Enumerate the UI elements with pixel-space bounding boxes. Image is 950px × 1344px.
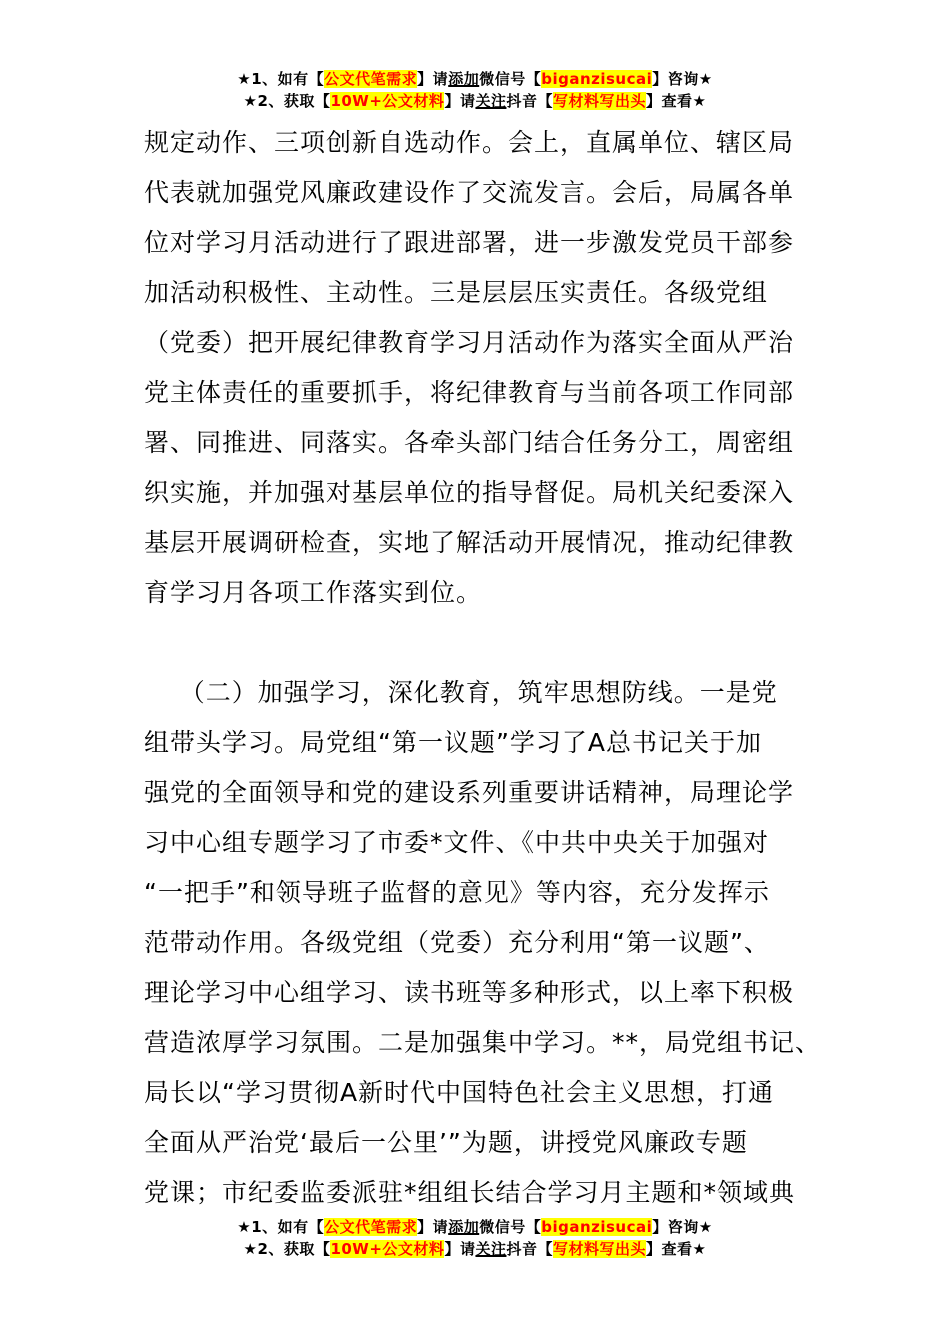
text-line: 强党的全面领导和党的建设系列重要讲话精神，局理论学 [144,778,795,807]
banner-text: 】咨询★ [652,70,713,88]
text-line: 营造浓厚学习氛围。二是加强集中学习。**，局党组书记、 [144,1028,822,1057]
text-line: 党课；市纪委监委派驻*组组长结合学习月主题和*领域典 [144,1178,796,1207]
text-line: （党委）把开展纪律教育学习月活动作为落实全面从严治 [144,328,795,357]
highlight-douyin-account: 写材料写出头 [552,92,646,110]
banner-text: ★2、获取【 [243,1240,331,1258]
paragraph-gap [144,618,824,668]
text-line: 织实施，并加强对基层单位的指导督促。局机关纪委深入 [144,478,795,507]
header-banner [0,68,950,112]
banner-text: 】请 [444,92,476,110]
paragraph-1 [144,118,824,618]
text-line: 党主体责任的重要抓手，将纪律教育与当前各项工作同部 [144,378,795,407]
underline-follow: 关注 [475,92,507,110]
text-line: 位对学习月活动进行了跟进部署，进一步激发党员干部参 [144,228,795,257]
document-body [144,118,824,1218]
banner-text: 】请 [417,1218,449,1236]
text-line: 范带动作用。各级党组（党委）充分利用“第一议题”、 [144,928,770,957]
text-line: 署、同推进、同落实。各牵头部门结合任务分工，周密组 [144,428,795,457]
banner-text: 】咨询★ [652,1218,713,1236]
banner-text: 】查看★ [646,92,707,110]
highlight-materials: 10W+公文材料 [330,92,445,110]
banner-text: ★1、如有【 [237,70,325,88]
highlight-materials: 10W+公文材料 [330,1240,445,1258]
banner-text: 微信号【 [479,1218,542,1236]
banner-text: 微信号【 [479,70,542,88]
highlight-wechat-id: biganzisucai [541,70,653,88]
footer-banner [0,1216,950,1260]
text-line: 组带头学习。局党组“第一议题”学习了A总书记关于加 [144,728,763,757]
highlight-writing-service: 公文代笔需求 [324,1218,418,1236]
text-line: 加活动积极性、主动性。三是层层压实责任。各级党组 [144,278,769,307]
banner-text: 】请 [444,1240,476,1258]
text-line: “一把手”和领导班子监督的意见》等内容，充分发挥示 [144,878,770,907]
banner-text: 抖音【 [506,92,553,110]
banner-line-1 [0,68,950,90]
banner-text: ★2、获取【 [243,92,331,110]
text-line: 理论学习中心组学习、读书班等多种形式，以上率下积极 [144,978,795,1007]
banner-line-2 [0,90,950,112]
text-line: 基层开展调研检查，实地了解活动开展情况，推动纪律教 [144,528,795,557]
banner-line-1 [0,1216,950,1238]
highlight-douyin-account: 写材料写出头 [552,1240,646,1258]
highlight-wechat-id: biganzisucai [541,1218,653,1236]
highlight-writing-service: 公文代笔需求 [324,70,418,88]
underline-follow: 关注 [475,1240,507,1258]
text-line: 代表就加强党风廉政建设作了交流发言。会后，局属各单 [144,178,795,207]
underline-add: 添加 [448,70,480,88]
banner-text: ★1、如有【 [237,1218,325,1236]
text-line: 育学习月各项工作落实到位。 [144,578,483,607]
banner-text: 抖音【 [506,1240,553,1258]
paragraph-2 [144,668,824,1218]
text-line: 局长以“学习贯彻A新时代中国特色社会主义思想，打通 [144,1078,775,1107]
text-line: 习中心组专题学习了市委*文件、《中共中央关于加强对 [144,828,770,857]
banner-line-2 [0,1238,950,1260]
banner-text: 】请 [417,70,449,88]
underline-add: 添加 [448,1218,480,1236]
banner-text: 】查看★ [646,1240,707,1258]
text-line: （二）加强学习，深化教育，筑牢思想防线。一是党 [144,678,778,707]
text-line: 规定动作、三项创新自选动作。会上，直属单位、辖区局 [144,128,795,157]
text-line: 全面从严治党‘最后一公里’”为题，讲授党风廉政专题 [144,1128,748,1157]
